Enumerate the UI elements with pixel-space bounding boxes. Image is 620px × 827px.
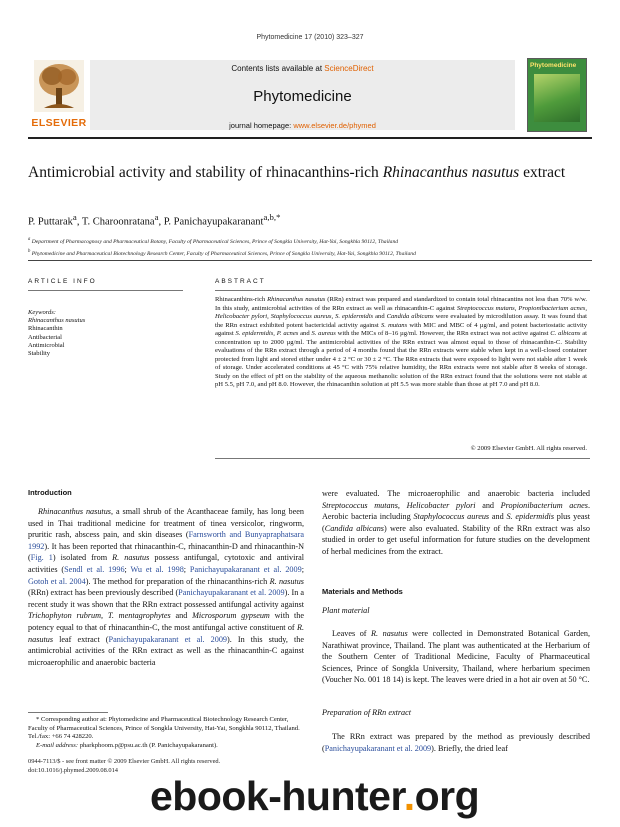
keyword-item: Antibacterial	[28, 333, 62, 341]
italic-term: Propionibacterium acnes	[500, 500, 588, 510]
text-run: and	[373, 313, 387, 321]
author-name[interactable]: T. Charoonratana	[81, 216, 155, 228]
keyword-item: Rhinacanthin	[28, 325, 63, 333]
text-run: leaf extract (	[53, 634, 109, 644]
italic-term: Candida albicans	[324, 523, 384, 533]
plant-material-body	[322, 628, 590, 686]
italic-term: Trichophyton rubrum, T. mentagrophytes	[28, 611, 171, 621]
text-run: ) isolated from	[52, 553, 113, 563]
text-run: with MIC and MBC of 4 µg/ml, and potent bacteriostatic activity against	[215, 321, 587, 338]
homepage-link[interactable]: www.elsevier.de/phymed	[293, 121, 376, 130]
text-run: The RRn extract was prepared by the method as previously described (	[322, 732, 590, 753]
italic-term: R. nasutus	[269, 576, 304, 586]
article-info-heading: ARTICLE INFO	[28, 278, 97, 285]
text-run: ). Briefly, the dried leaf	[431, 743, 508, 753]
affil-text: Department of Pharmacognosy and Pharmaceutical Botany, Faculty of Pharmaceutical Sciences, Prince of Songkla University, Hat-Yai, Songkhla 90112, Thailand	[31, 238, 399, 245]
cover-artwork	[534, 74, 580, 122]
citation-link[interactable]: Fig. 1	[30, 553, 53, 563]
text-run: and	[475, 500, 501, 510]
title-text: Antimicrobial activity and stability of rhinacanthins-rich	[28, 164, 383, 181]
citation-link[interactable]: Panichayupakaranant et al. 2009	[324, 743, 432, 753]
journal-homepage	[90, 121, 515, 130]
italic-term: R. nasutus	[112, 553, 150, 563]
contents-prefix: Contents lists available at	[231, 64, 325, 73]
text-run: with the potency equal to that of rhinacanthin-C, the most antifungal active constituent of	[28, 611, 305, 632]
introduction-continued	[322, 488, 590, 558]
journal-name: Phytomedicine	[253, 88, 352, 105]
citation-link[interactable]: Panichayupakaranant et al. 2009	[178, 588, 285, 598]
header-divider	[28, 137, 592, 139]
homepage-prefix: journal homepage:	[229, 121, 294, 130]
italic-term: Rhinacanthus nasutus	[38, 507, 111, 516]
text-run: ). In this study, the antimicrobial activities of the RRn extract as well as the rhinacanthin-C against microaerophilic and anaerobic bacteria	[28, 634, 304, 667]
affil-marker: b	[28, 248, 31, 254]
text-run: ;	[301, 564, 304, 574]
keywords-label: Keywords:	[28, 309, 56, 316]
citation-link[interactable]: Gotoh et al. 2004	[28, 576, 86, 586]
author-affil-marker[interactable]: a	[154, 212, 159, 222]
keywords-block	[28, 309, 85, 358]
introduction-heading: Introduction	[28, 488, 72, 497]
text-run: ;	[183, 564, 190, 574]
italic-term: Rhinacanthus nasutus	[267, 296, 326, 303]
text-run: ). The method for preparation of the rhinacanthins-rich	[85, 576, 270, 586]
italic-term: S. epidermidis, P. acnes	[235, 330, 299, 338]
citation-link[interactable]: Sendl et al. 1996	[64, 564, 125, 574]
article-info-rule	[28, 290, 183, 291]
text-run: ). In a recent study it was shown that the RRn extract possessed antifungal activity against	[28, 588, 304, 609]
text-run: Rhinacanthins-rich	[215, 296, 268, 303]
italic-term: Streptococcus mutans, Helicobacter pylori	[322, 500, 476, 510]
watermark-text: ebook-hunter	[150, 773, 404, 819]
text-run: possess antifungal, cytotoxic and antiviral activities (	[28, 553, 304, 574]
text-run: ;	[124, 564, 131, 574]
introduction-body	[28, 506, 304, 668]
journal-reference: Phytomedicine 17 (2010) 323–327	[256, 34, 364, 41]
author-affil-marker[interactable]: a	[72, 212, 77, 222]
text-run: at concentration up to 2000 µg/ml. The antimicrobial activities of the RRn extract was almost equal to those of rhinacanthin-C. Stability evaluations of the RRn extract through a period of 4 months found that the RRn extracts were stable when kept in a well-closed container protected from light and stored either under 4 ± 2 °C or 30 ± 2 °C. The RRn extracts that were exposed to light were not stable after 1 week of storage. Under accelerated conditions at 45 °C with 75% relative humidity, the RRn extracts were not stable after 8 weeks of storage. Study on the effect of pH on the stability of the aqueous methanolic solution of the RRn extract found that the solutions were not stable at pH 5.5, pH 7.0, and pH 8.0. However, the rhinacanthin solution at pH 5.5 was more stable than those at pH 7.0 and pH 8.0.	[215, 330, 587, 389]
text-run: (RRn) extract has been previously described (	[28, 588, 179, 598]
text-run: and	[489, 512, 507, 522]
text-run: ) were also evaluated. Stability of the RRn extract was also studied in order to get useful information for future studies on the development of herbal medicines from the extract.	[322, 523, 590, 556]
italic-term: Staphylococcus aureus	[413, 512, 490, 522]
methods-heading: Materials and Methods	[322, 587, 403, 596]
citation-link[interactable]: Wu et al. 1998	[130, 564, 184, 574]
italic-term: Streptococcus mutans, Propionibacterium acnes, Helicobacter pylori, Staphylococcus aureus, S. epidermidis	[215, 304, 587, 321]
text-run: . Aerobic bacteria including	[322, 500, 590, 522]
article-title	[28, 163, 588, 182]
abstract-bottom-rule	[215, 458, 590, 459]
preparation-body	[322, 731, 590, 754]
text-run: were collected in Demonstrated Botanical Garden, Narathiwat province, Thailand. The plant was authenticated at the Herbarium of the Southern Center of Traditional Medicine, Faculty of Pharmaceutical Sciences, Prince of Songkla University, Thailand, where herbarium specimen (Voucher No. 001 18 14) is kept. The leaves were dried in a hot air oven at 50 °C.	[322, 629, 590, 685]
issn-line: 0944-7113/$ - see front matter © 2009 Elsevier GmbH. All rights reserved.	[28, 758, 221, 765]
footnote-rule	[28, 712, 108, 713]
italic-term: S. mutans	[380, 321, 408, 329]
italic-term: S. aureus	[311, 330, 336, 338]
text-run: with the MICs of 8–16 µg/ml. However, the RRn extract was not active against	[335, 330, 551, 338]
italic-term: Candida albicans	[386, 313, 434, 321]
journal-cover-thumbnail[interactable]	[527, 58, 587, 132]
contents-available	[90, 64, 515, 73]
corresponding-author: * Corresponding author at: Phytomedicine and Pharmaceutical Biotechnology Research Center, Faculty of Pharmaceutical Sciences, Prince of Songkla University, Hat-Yai, Songkhla 90112, Thailand. Tel./fax: +66 74 428220.	[28, 716, 300, 741]
watermark	[150, 773, 479, 820]
title-end: extract	[519, 164, 566, 181]
affil-text: Phytomedicine and Pharmaceutical Biotechnology Research Center, Faculty of Pharmaceutical Sciences, Prince of Songkla University, Hat-Yai, Songkhla 90112, Thailand	[31, 250, 416, 257]
author-affil-marker[interactable]: a,b,*	[263, 212, 281, 222]
elsevier-tree-icon	[34, 60, 84, 112]
email-address[interactable]: pharkphoom.p@psu.ac.th (P. Panichayupakaranant).	[78, 742, 218, 750]
text-run: were evaluated by microdilution assay. It was found that the RRn extract exhibited potent bactericidal activity against	[215, 313, 587, 329]
text-run: plus yeast (	[322, 512, 590, 533]
elsevier-wordmark[interactable]: ELSEVIER	[31, 117, 87, 129]
italic-term: R. nasutus	[28, 622, 304, 644]
corresponding-author-footnote	[28, 716, 304, 751]
text-run: Leaves of	[332, 629, 372, 638]
abstract-heading: ABSTRACT	[215, 278, 266, 285]
citation-link[interactable]: Panichayupakaranant et al. 2009	[108, 634, 228, 644]
title-species: Rhinacanthus nasutus	[382, 164, 520, 181]
text-run: were evaluated. The microaerophilic and anaerobic bacteria included	[322, 489, 590, 498]
author-name[interactable]: P. Panichayupakaranant	[163, 216, 264, 228]
abstract-text	[215, 296, 587, 390]
abstract-copyright: © 2009 Elsevier GmbH. All rights reserved.	[470, 445, 587, 452]
plant-material-heading: Plant material	[322, 606, 370, 615]
text-run: and	[170, 611, 193, 621]
abstract-rule	[215, 290, 590, 291]
italic-term: C. albicans	[550, 330, 581, 338]
author-list: P. Puttarak$^a$, T. Charoonratana$^a$, P. Panichayupakaranant$^{a,b,*}$	[28, 212, 281, 228]
affil-marker: a	[28, 237, 31, 242]
citation-link[interactable]: Panichayupakaranant et al. 2009	[189, 564, 302, 574]
italic-term: R. nasutus	[371, 629, 408, 638]
watermark-text-tld: org	[414, 773, 480, 819]
citation-link[interactable]: Farnsworth and Bunyapraphatsara 1992	[28, 530, 304, 551]
email-label: E-mail address:	[36, 742, 79, 750]
keyword-item: Stability	[28, 350, 51, 358]
text-run: and	[298, 330, 312, 338]
text-run: ). It has been reported that rhinacanthin-C, rhinacanthin-D and rhinacanthin-N (	[28, 541, 304, 563]
text-run: (RRn) extract was prepared and standardized to contain total rhinacantins not less than 70% w/w. In this study, antimicrobial activities of the RRn extract as well as rhinacanthin-C against	[215, 296, 587, 312]
italic-term: Microsporum gypseum	[192, 611, 270, 621]
keyword-item: Antimicrobial	[28, 341, 65, 349]
affiliation-a	[28, 235, 598, 247]
text-run: , a small shrub of the Acanthaceae family, has long been used in Thai traditional medicine for treatment of tinea versicolor, ringworm, pruritic rash, abscess pain, and skin diseases (	[28, 507, 304, 540]
preparation-heading: Preparation of RRn extract	[322, 708, 412, 717]
cover-title: Phytomedicine	[530, 62, 577, 69]
front-matter-divider	[28, 260, 592, 261]
doi-line[interactable]: doi:10.1016/j.phymed.2009.08.014	[28, 766, 118, 774]
affiliations	[28, 235, 598, 259]
author-name[interactable]: P. Puttarak	[28, 216, 73, 228]
sciencedirect-link[interactable]: ScienceDirect	[324, 64, 374, 73]
affiliation-b	[28, 247, 598, 259]
watermark-dot: .	[403, 773, 415, 819]
italic-term: S. epidermidis	[506, 512, 555, 522]
keyword-item: Rhinacanthus nasutus	[28, 317, 86, 325]
